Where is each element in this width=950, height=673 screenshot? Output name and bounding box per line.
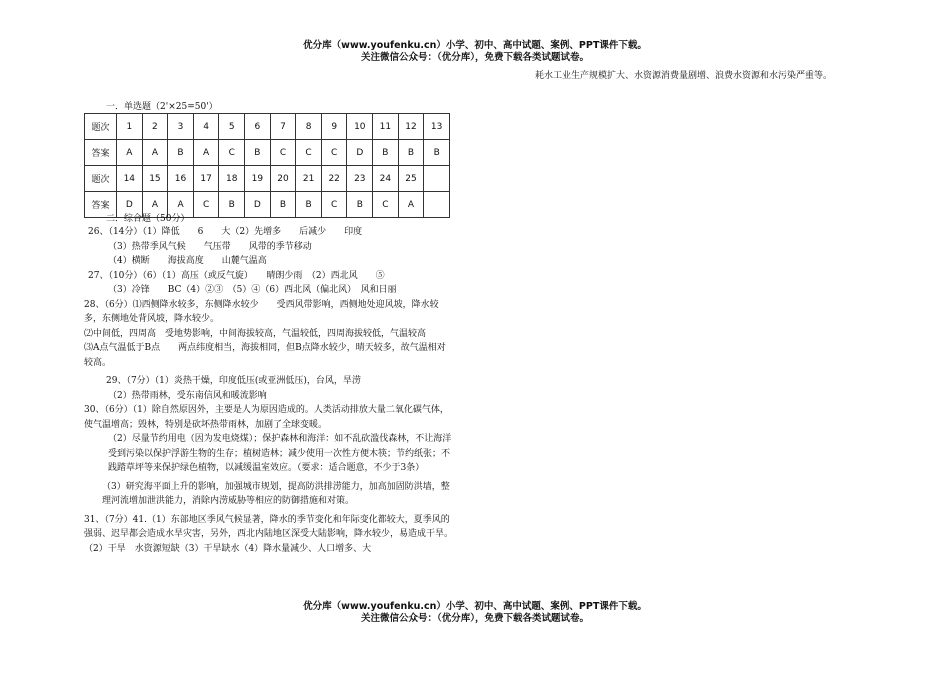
answer-28-1: 28、（6分）⑴西侧降水较多，东侧降水较少 受西风带影响，西侧地处迎风坡，降水较多，东侧地处背风坡，降水较少。	[84, 299, 439, 324]
answer-26-3: （3）热带季风气候 气压带 风带的季节移动	[108, 241, 312, 252]
answer-cell: A	[117, 140, 143, 166]
answer-cell: C	[373, 192, 399, 218]
question-number: 14	[117, 166, 143, 192]
answer-30-3: （3）研究海平面上升的影响，加强城市规划，提高防洪排涝能力，加高加固防洪墙，整理河流增加泄洪能力，消除内涝威胁等相应的防御措施和对策。	[102, 481, 450, 506]
answer-cell: B	[168, 140, 194, 166]
answer-cell: B	[373, 140, 399, 166]
answer-cell: D	[245, 192, 271, 218]
answer-row-1	[85, 140, 450, 166]
question-number: 18	[219, 166, 245, 192]
answer-29-2: （2）热带雨林，受东南信风和暖流影响	[108, 390, 267, 401]
question-number: 6	[245, 114, 271, 140]
answer-cell: C	[296, 140, 322, 166]
answer-cell: A	[142, 140, 168, 166]
answer-cell: D	[117, 192, 143, 218]
question-number: 12	[398, 114, 424, 140]
carryover-text: 耗水工业生产规模扩大、水资源消费量剧增、浪费水资源和水污染严重等。	[534, 71, 832, 81]
answer-cell: B	[270, 192, 296, 218]
question-number: 7	[270, 114, 296, 140]
answer-cell: A	[168, 192, 194, 218]
row-label: 答案	[85, 192, 117, 218]
answer-cell: B	[398, 140, 424, 166]
question-number: 23	[347, 166, 373, 192]
question-number: 17	[193, 166, 219, 192]
question-number: 25	[398, 166, 424, 192]
question-number: 16	[168, 166, 194, 192]
header-line-1: 优分库（www.youfenku.cn）小学、初中、高中试题、案例、PPT课件下载。	[303, 40, 647, 51]
answer-cell: D	[347, 140, 373, 166]
question-number: 9	[321, 114, 347, 140]
answer-cell: C	[219, 140, 245, 166]
question-number: 24	[373, 166, 399, 192]
empty-cell	[424, 192, 450, 218]
row-label: 题次	[85, 166, 117, 192]
question-row-2	[85, 166, 450, 192]
question-number: 20	[270, 166, 296, 192]
page-footer	[0, 601, 950, 625]
section2-title: 二．综合题（50分）	[106, 214, 190, 224]
answer-27-3: （3）冷锋 BC（4）②③ （5）④（6）西北风（偏北风） 风和日丽	[108, 285, 397, 295]
answer-cell: A	[142, 192, 168, 218]
answer-29: 29、（7分）（1）炎热干燥，印度低压(或亚洲低压)，台风，旱涝	[106, 376, 361, 386]
answer-30-2: （2）尽量节约用电（因为发电烧煤）；保护森林和海洋：如不乱砍滥伐森林，不让海洋受到污染以保护浮游生物的生存；植树造林；减少使用一次性方便木筷；节约纸张；不践踏草坪等来保护绿色植物，以减缓温室效应。（要求：适合题意，不少于3条）	[108, 434, 452, 473]
answer-31: 31、（7分）41.（1）东部地区季风气候显著，降水的季节变化和年际变化都较大，夏季风的强弱、迟早都会造成水旱灾害，另外，西北内陆地区深受大陆影响，降水较少，易造成干旱。（2）干旱 水资源短缺（3）干旱缺水（4）降水量减少、人口增多、大	[84, 514, 454, 554]
question-number: 8	[296, 114, 322, 140]
answer-cell: C	[193, 192, 219, 218]
answer-28-2: ⑵中间低，四周高 受地势影响，中间海拔较高，气温较低，四周海拔较低，气温较高	[84, 328, 427, 339]
question-number: 1	[117, 114, 143, 140]
question-number: 2	[142, 114, 168, 140]
footer-line-2: 关注微信公众号：（优分库），免费下载各类试题试卷。	[360, 613, 589, 624]
question-number: 15	[142, 166, 168, 192]
footer-line-1: 优分库（www.youfenku.cn）小学、初中、高中试题、案例、PPT课件下载。	[303, 601, 647, 612]
answer-cell: C	[270, 140, 296, 166]
page-header	[0, 40, 950, 64]
row-label: 答案	[85, 140, 117, 166]
answer-cell: B	[245, 140, 271, 166]
question-number: 13	[424, 114, 450, 140]
question-number: 22	[321, 166, 347, 192]
question-number: 10	[347, 114, 373, 140]
question-number: 21	[296, 166, 322, 192]
answer-26: 26、（14分）（1）降低 6 大（2）先增多 后减少 印度	[88, 227, 363, 237]
question-row-1	[85, 114, 450, 140]
answer-cell: A	[398, 192, 424, 218]
answer-cell: B	[219, 192, 245, 218]
answer-cell: B	[296, 192, 322, 218]
question-number: 11	[373, 114, 399, 140]
question-number: 3	[168, 114, 194, 140]
question-number: 19	[245, 166, 271, 192]
answer-26-4: （4）横断 海拔高度 山麓气温高	[108, 256, 267, 266]
question-number: 4	[193, 114, 219, 140]
empty-cell	[424, 166, 450, 192]
answer-cell: C	[321, 140, 347, 166]
answer-cell: B	[424, 140, 450, 166]
answer-27: 27、（10分）（6）（1）高压（或反气旋） 晴朗少雨 （2）西北风 ⑤	[88, 270, 385, 281]
row-label: 题次	[85, 114, 117, 140]
answer-28-3: ⑶A点气温低于B点 两点纬度相当，海拔相同，但B点降水较少，晴天较多，故气温相对较高。	[84, 343, 446, 368]
answer-cell: A	[193, 140, 219, 166]
answer-30-1: 30、（6分）（1）除自然原因外，主要是人为原因造成的。人类活动排放大量二氧化碳气体，使气温增高；毁林，特别是砍坏热带雨林，加剧了全球变暖。	[84, 405, 449, 430]
answer-body	[84, 225, 454, 556]
answer-cell: B	[347, 192, 373, 218]
answer-table	[84, 113, 450, 218]
question-number: 5	[219, 114, 245, 140]
answer-cell: C	[321, 192, 347, 218]
section1-title: 一．单选题（2'×25=50'）	[106, 102, 218, 112]
header-line-2: 关注微信公众号：（优分库），免费下载各类试题试卷。	[360, 52, 589, 63]
